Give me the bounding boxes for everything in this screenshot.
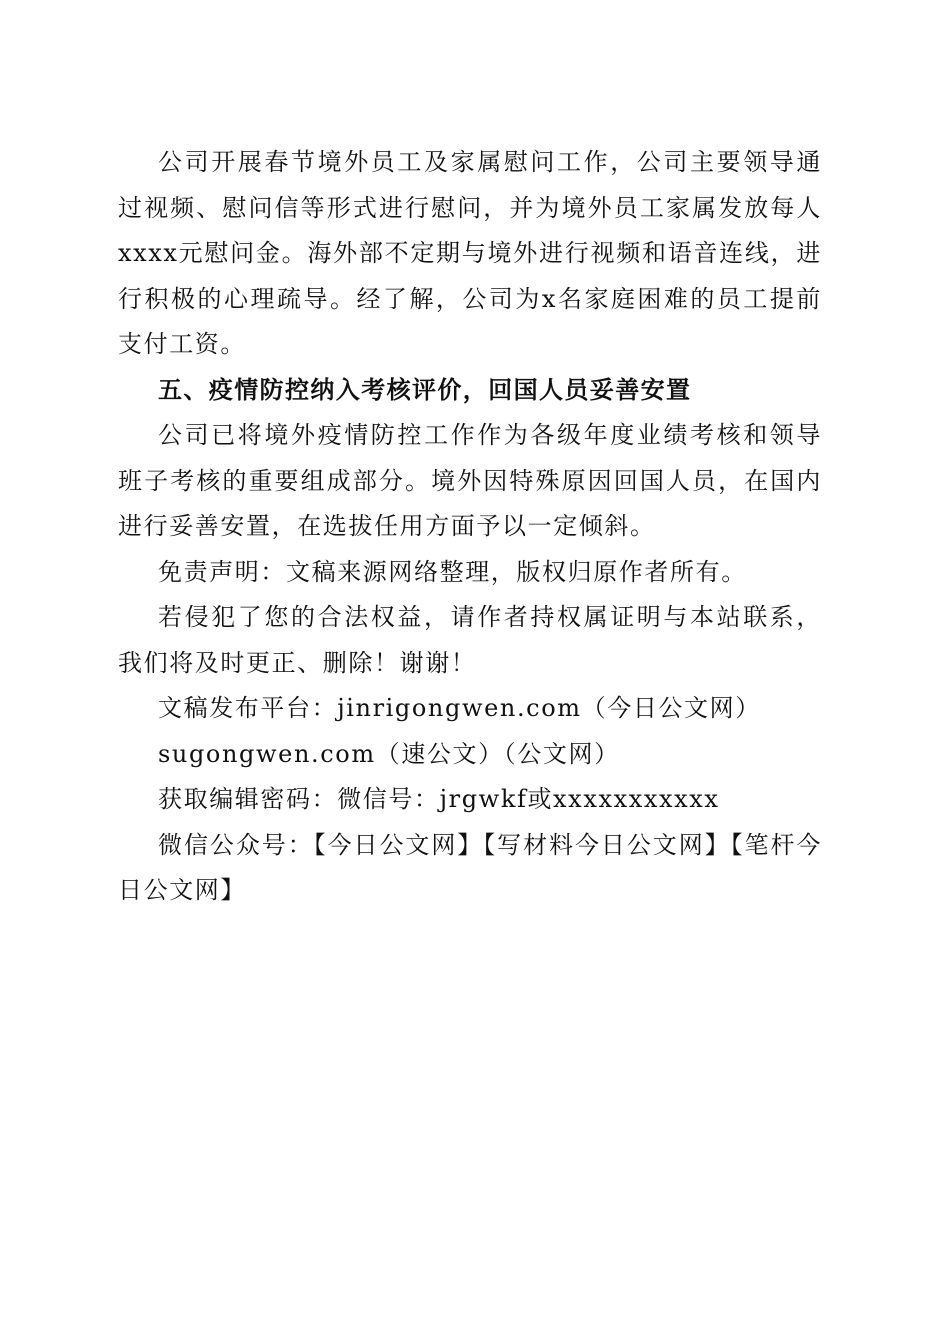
wechat-accounts: 微信公众号：【今日公文网】【写材料今日公文网】【笔杆今日公文网】 bbox=[118, 830, 822, 904]
platform-line-2: sugongwen.com（速公文）（公文网） bbox=[158, 739, 620, 768]
document-page bbox=[118, 140, 822, 914]
infringement-notice: 若侵犯了您的合法权益，请作者持权属证明与本站联系，我们将及时更正、删除！谢谢！ bbox=[118, 603, 822, 677]
section-heading-5: 五、疫情防控纳入考核评价，回国人员妥善安置 bbox=[158, 375, 692, 404]
password-line: 获取编辑密码：微信号：jrgwkf或xxxxxxxxxxx bbox=[158, 785, 720, 813]
disclaimer-text: 免责声明：文稿来源网络整理，版权归原作者所有。 bbox=[158, 557, 747, 586]
paragraph-assessment: 公司已将境外疫情防控工作作为各级年度业绩考核和领导班子考核的重要组成部分。境外因特殊原因回国人员，在国内进行妥善安置，在选拔任用方面予以一定倾斜。 bbox=[118, 421, 822, 540]
platform-line: 文稿发布平台：jinrigongwen.com（今日公文网） bbox=[158, 694, 761, 722]
paragraph-condolence: 公司开展春节境外员工及家属慰问工作，公司主要领导通过视频、慰问信等形式进行慰问，并为境外员工家属发放每人xxxx元慰问金。海外部不定期与境外进行视频和语音连线，进行积极的心理疏导。经了解，公司为x名家庭困难的员工提前支付工资。 bbox=[118, 148, 822, 358]
